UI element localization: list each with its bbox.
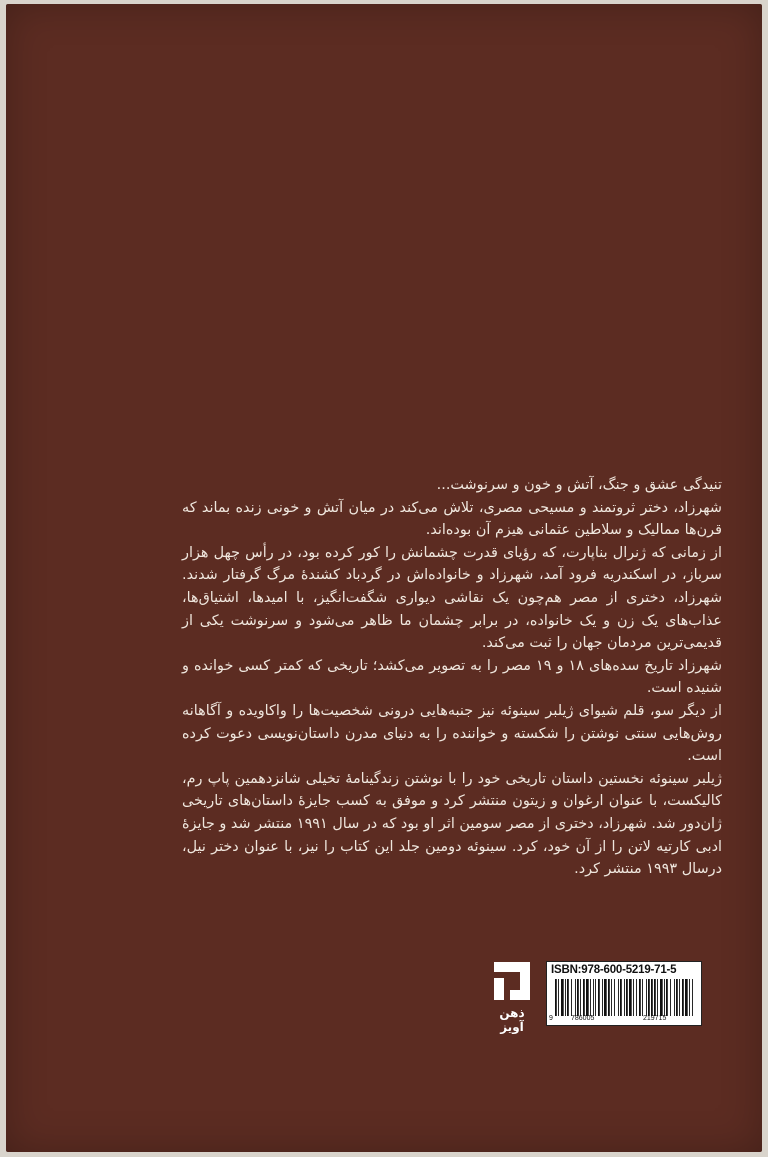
barcode-bar: [577, 979, 579, 1016]
barcode-bar: [595, 979, 596, 1016]
barcode-bar: [639, 979, 641, 1016]
blurb-paragraph-6: ژیلبر سینوئه نخستین داستان تاریخی خود را با نوشتن زندگینامهٔ تخیلی شانزدهمین پاپ رم، کالیکست، با عنوان ارغوان و زیتون منتشر کرد و موفق به کسب جایزهٔ داستان‌های تاریخی ژان‌دور شد. شهرزاد، دختری از مصر سومین اثر او بود که در سال ۱۹۹۱ منتشر شد و جایزهٔ ادبی کارتیه لاتن را از آن خود، کرد. سینوئه دومین جلد این کتاب را نیز، با عنوان دختر نیل، درسال ۱۹۹۳ منتشر کرد.: [182, 770, 722, 878]
barcode-bar: [642, 979, 643, 1016]
barcode-bar: [614, 979, 615, 1016]
barcode: [553, 979, 695, 1016]
barcode-bar: [583, 979, 585, 1016]
barcode-bar: [648, 979, 650, 1016]
barcode-bar: [602, 979, 603, 1016]
barcode-bar: [689, 979, 690, 1016]
barcode-right-digits: 219715: [643, 1015, 667, 1022]
book-back-cover: [6, 4, 762, 1152]
isbn-label: ISBN:978-600-5219-71-5: [551, 964, 677, 976]
barcode-bar: [636, 979, 637, 1016]
barcode-left-digits: 786005: [571, 1015, 595, 1022]
barcode-bar: [620, 979, 622, 1016]
barcode-bar: [629, 979, 632, 1016]
barcode-bar: [598, 979, 600, 1016]
blurb-paragraph-5: از دیگر سو، قلم شیوای ژیلبر سینوئه نیز جنبه‌هایی درونی شخصیت‌ها را واکاویده و آگاهانه روش‌هایی سنتی نوشتن را شکسته و خواننده را به دنیای مدرن داستان‌نویسی دعوت کرده است.: [182, 702, 722, 765]
barcode-bar: [561, 979, 564, 1016]
barcode-bar: [685, 979, 688, 1016]
barcode-bar: [593, 979, 594, 1016]
barcode-first-digit: 9: [549, 1015, 553, 1022]
barcode-bar: [682, 979, 684, 1016]
publisher-logo-icon: [490, 960, 534, 1004]
barcode-bar: [567, 979, 569, 1016]
isbn-barcode-box: [546, 961, 702, 1026]
barcode-bar: [555, 979, 557, 1016]
barcode-bar: [571, 979, 572, 1016]
barcode-bar: [660, 979, 663, 1016]
barcode-bar: [586, 979, 589, 1016]
blurb-text: [182, 474, 722, 881]
barcode-bar: [626, 979, 628, 1016]
barcode-bar: [565, 979, 566, 1016]
blurb-paragraph-2: شهرزاد، دختر ثروتمند و مسیحی مصری، تلاش می‌کند در میان آتش و خونی زنده بماند که قرن‌ها ممالیک و سلاطین عثمانی هیزم آن بوده‌اند.: [182, 499, 722, 539]
barcode-bar: [670, 979, 671, 1016]
barcode-bar: [590, 979, 591, 1016]
blurb-paragraph-4: شهرزاد تاریخ سده‌های ۱۸ و ۱۹ مصر را به تصویر می‌کشد؛ تاریخی که کمتر کسی خوانده و شنیده است.: [182, 657, 722, 697]
barcode-bar: [657, 979, 658, 1016]
barcode-bar: [651, 979, 653, 1016]
blurb-paragraph-3: از زمانی که ژنرال بناپارت، که رؤیای قدرت چشمانش را کور کرده بود، در رأس چهل هزار سرباز، در اسکندریه فرود آمد، شهرزاد و خانواده‌اش در گردباد کشندهٔ مرگ گرفتار شدند. شهرزاد، دختری از مصر هم‌چون یک نقاشی دیواری شگفت‌انگیز، با امیدها، اشتیاق‌ها، عذاب‌های یک زن و یک خانواده، در برابر چشمان ما ظاهر می‌شود و سرنوشت یکی از قدیمی‌ترین مردمان جهان را ثبت می‌کند.: [182, 544, 722, 652]
publisher-name: ذهن آویز: [499, 1006, 525, 1034]
barcode-bar: [558, 979, 559, 1016]
barcode-bar: [624, 979, 625, 1016]
barcode-bar: [618, 979, 619, 1016]
barcode-bar: [580, 979, 581, 1016]
barcode-bar: [692, 979, 693, 1016]
barcode-bar: [654, 979, 656, 1016]
barcode-bar: [604, 979, 607, 1016]
barcode-bar: [666, 979, 668, 1016]
barcode-bar: [633, 979, 634, 1016]
barcode-bar: [676, 979, 678, 1016]
barcode-bar: [679, 979, 680, 1016]
blurb-paragraph-1: تنیدگی عشق و جنگ، آتش و خون و سرنوشت...: [436, 477, 722, 493]
publisher-logo: [486, 960, 538, 1032]
barcode-bar: [575, 979, 576, 1016]
barcode-bar: [664, 979, 665, 1016]
barcode-bar: [608, 979, 610, 1016]
barcode-bar: [674, 979, 675, 1016]
barcode-bar: [611, 979, 612, 1016]
barcode-bar: [646, 979, 647, 1016]
